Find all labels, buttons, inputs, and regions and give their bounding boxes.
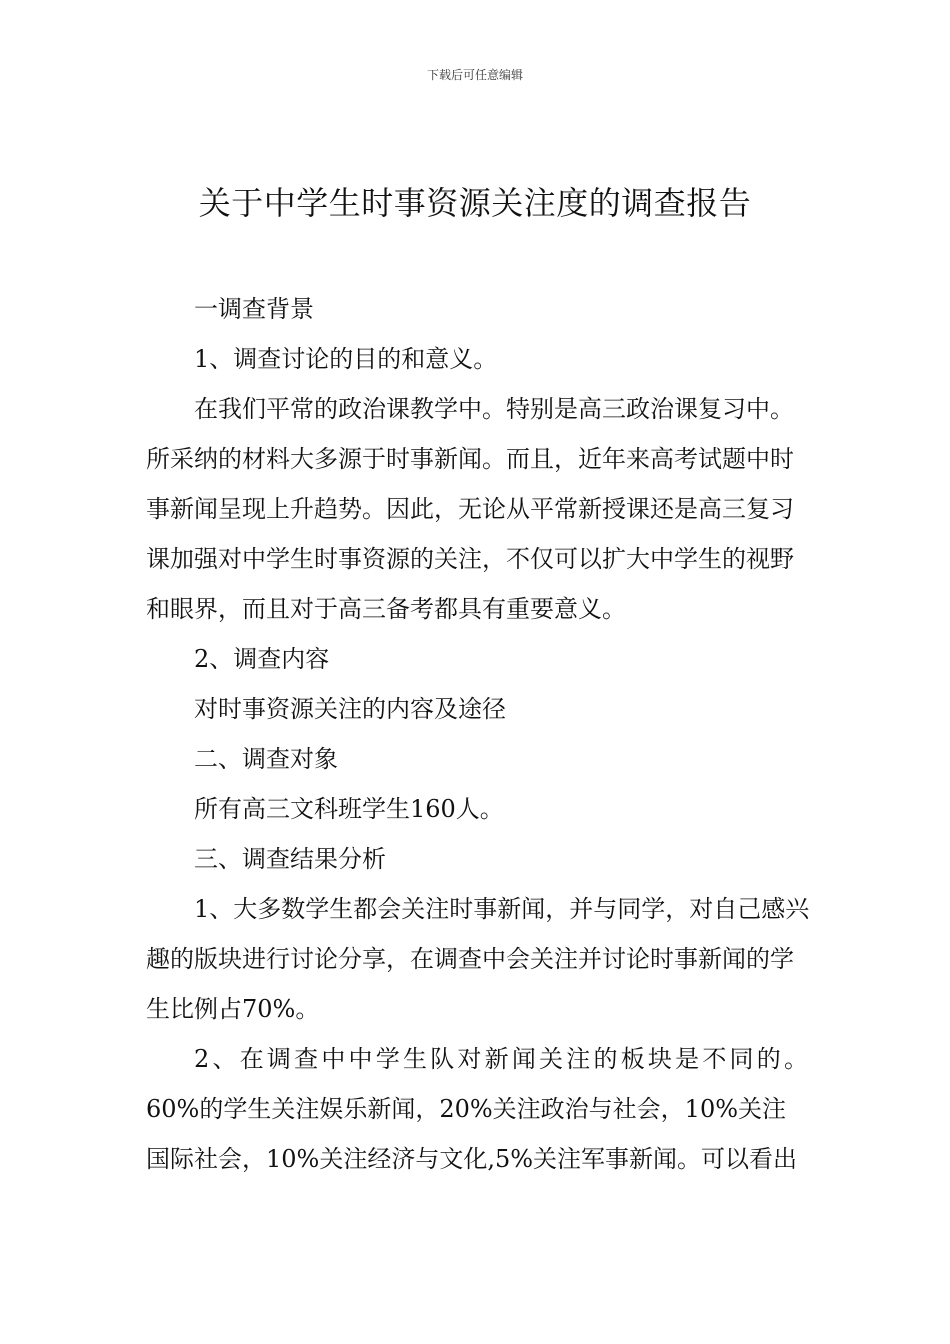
paragraph-subjects-text: 所有高三文科班学生160人。 <box>194 795 504 823</box>
paragraph-section-1-heading: 一调查背景 <box>194 295 314 323</box>
paragraph-result-1: 1、大多数学生都会关注时事新闻，并与同学，对自己感兴趣的版块进行讨论分享，在调查中会关注并讨论时事新闻的学生比例占70%。 <box>146 895 810 1023</box>
header-note: 下载后可任意编辑 <box>426 68 523 82</box>
paragraph-content-heading: 2、调查内容 <box>194 645 330 673</box>
document-body <box>146 284 810 1184</box>
paragraph-section-2-heading: 二、调查对象 <box>194 745 338 773</box>
paragraph-content-text: 对时事资源关注的内容及途径 <box>194 695 506 723</box>
paragraph-result-2-text: 60%的学生关注娱乐新闻，20%关注政治与社会，10%关注国际社会，10%关注经济与文化,5%关注军事新闻。可以看出 <box>146 1095 798 1173</box>
paragraph-purpose-heading: 1、调查讨论的目的和意义。 <box>194 345 498 373</box>
document-title: 关于中学生时事资源关注度的调查报告 <box>198 184 752 222</box>
paragraph-result-2-lead: 2、在调查中中学生队对新闻关注的板块是不同的。 <box>194 1045 810 1073</box>
paragraph-background-text: 在我们平常的政治课教学中。特别是高三政治课复习中。所采纳的材料大多源于时事新闻。而且，近年来高考试题中时事新闻呈现上升趋势。因此，无论从平常新授课还是高三复习课加强对中学生时事资源的关注，不仅可以扩大中学生的视野和眼界，而且对于高三备考都具有重要意义。 <box>146 395 794 623</box>
paragraph-section-3-heading: 三、调查结果分析 <box>194 845 386 873</box>
